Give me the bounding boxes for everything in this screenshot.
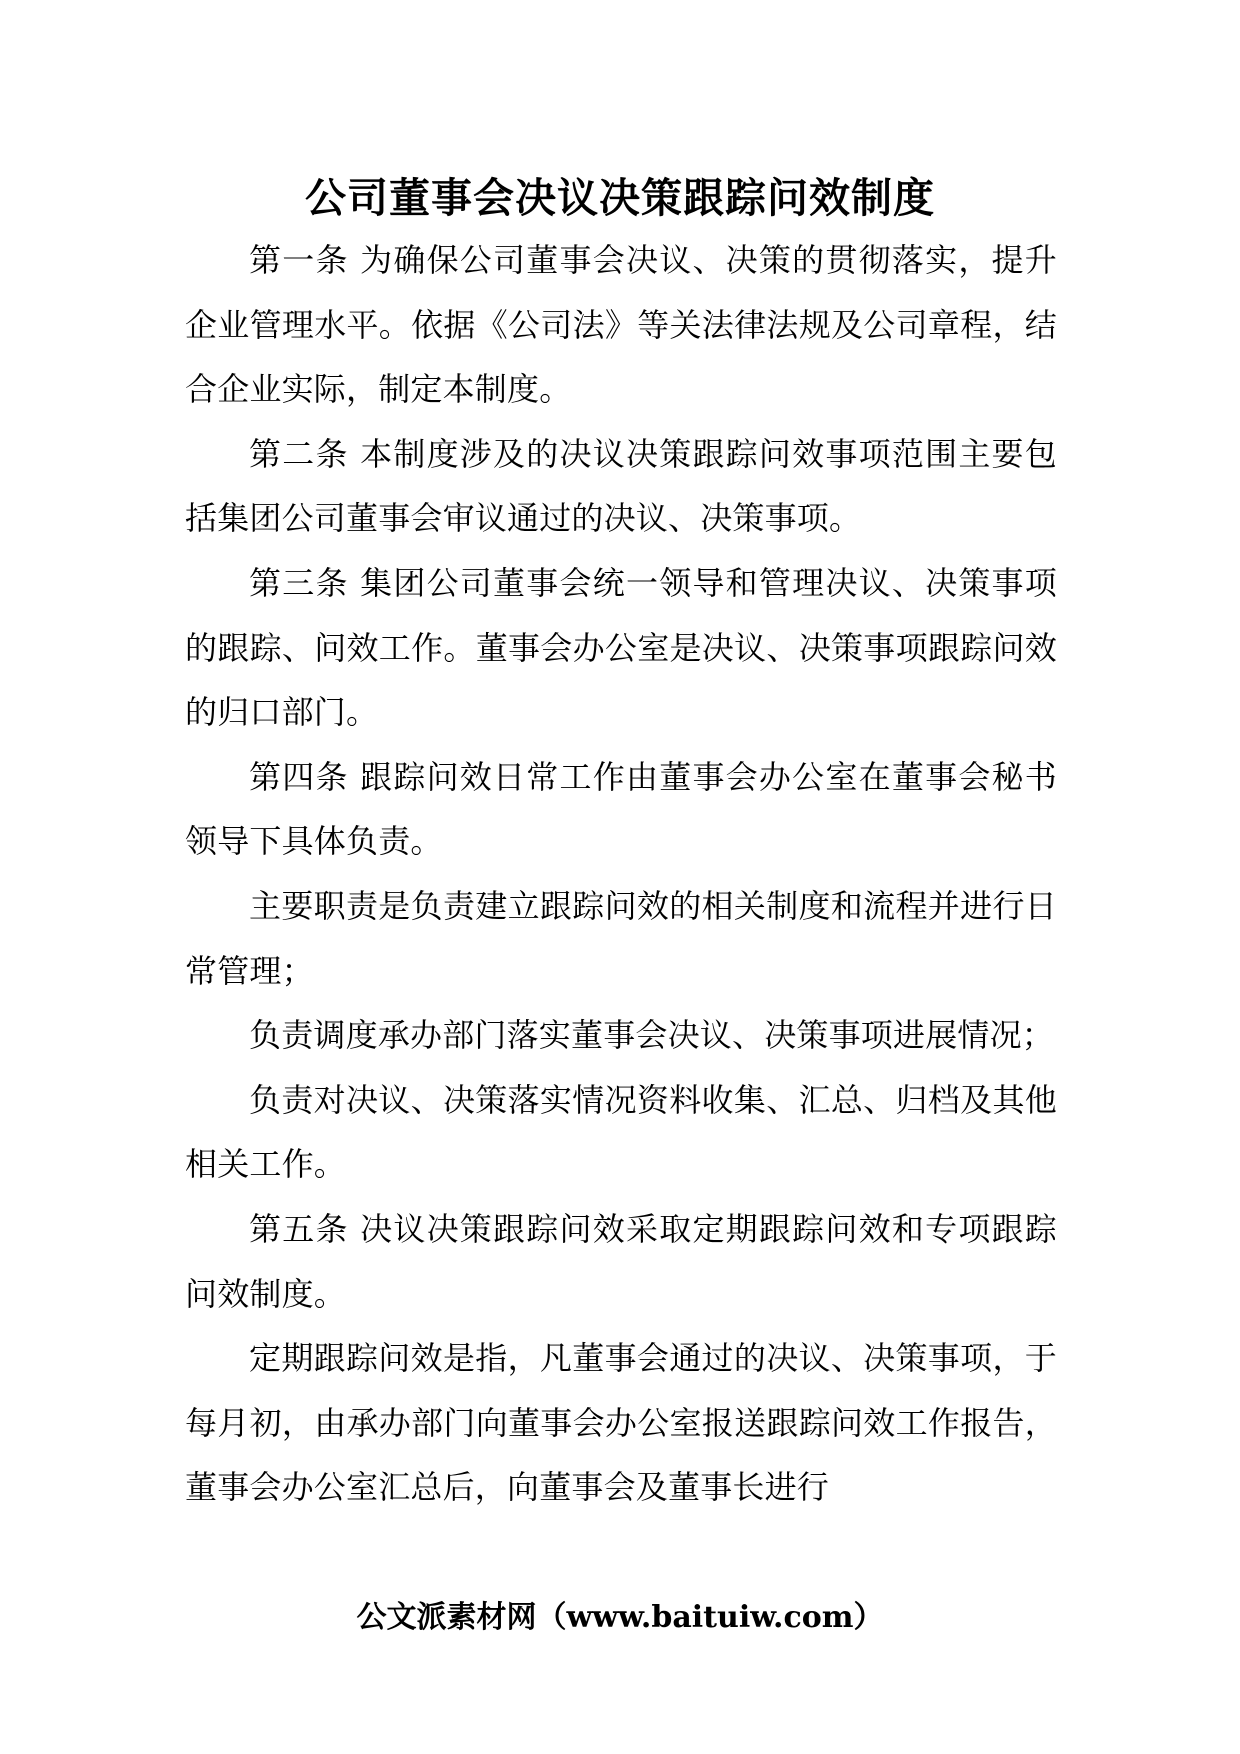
paragraph-article-3: 第三条 集团公司董事会统一领导和管理决议、决策事项的跟踪、问效工作。董事会办公室是决议、决策事项跟踪问效的归口部门。: [185, 563, 1057, 732]
paragraph-periodic-tracking: 定期跟踪问效是指，凡董事会通过的决议、决策事项，于每月初，由承办部门向董事会办公室报送跟踪问效工作报告，董事会办公室汇总后，向董事会及董事长进行: [185, 1339, 1057, 1507]
document-title: 公司董事会决议决策跟踪问效制度: [305, 174, 935, 222]
paragraph-duty-3: 负责对决议、决策落实情况资料收集、汇总、归档及其他相关工作。: [185, 1080, 1057, 1184]
paragraph-duty-2: 负责调度承办部门落实董事会决议、决策事项进展情况；: [249, 1016, 1055, 1055]
paragraph-duty-1: 主要职责是负责建立跟踪问效的相关制度和流程并进行日常管理；: [185, 886, 1057, 990]
paragraph-article-1: 第一条 为确保公司董事会决议、决策的贯彻落实，提升企业管理水平。依据《公司法》等关法律法规及公司章程，结合企业实际，制定本制度。: [185, 241, 1057, 409]
paragraph-article-4: 第四条 跟踪问效日常工作由董事会办公室在董事会秘书领导下具体负责。: [185, 757, 1057, 861]
footer-source: 公文派素材网（www.baituiw.com）: [356, 1600, 884, 1635]
document-body: [185, 228, 1057, 1520]
paragraph-article-5: 第五条 决议决策跟踪问效采取定期跟踪问效和专项跟踪问效制度。: [185, 1209, 1057, 1313]
paragraph-article-2: 第二条 本制度涉及的决议决策跟踪问效事项范围主要包括集团公司董事会审议通过的决议、决策事项。: [185, 434, 1057, 538]
